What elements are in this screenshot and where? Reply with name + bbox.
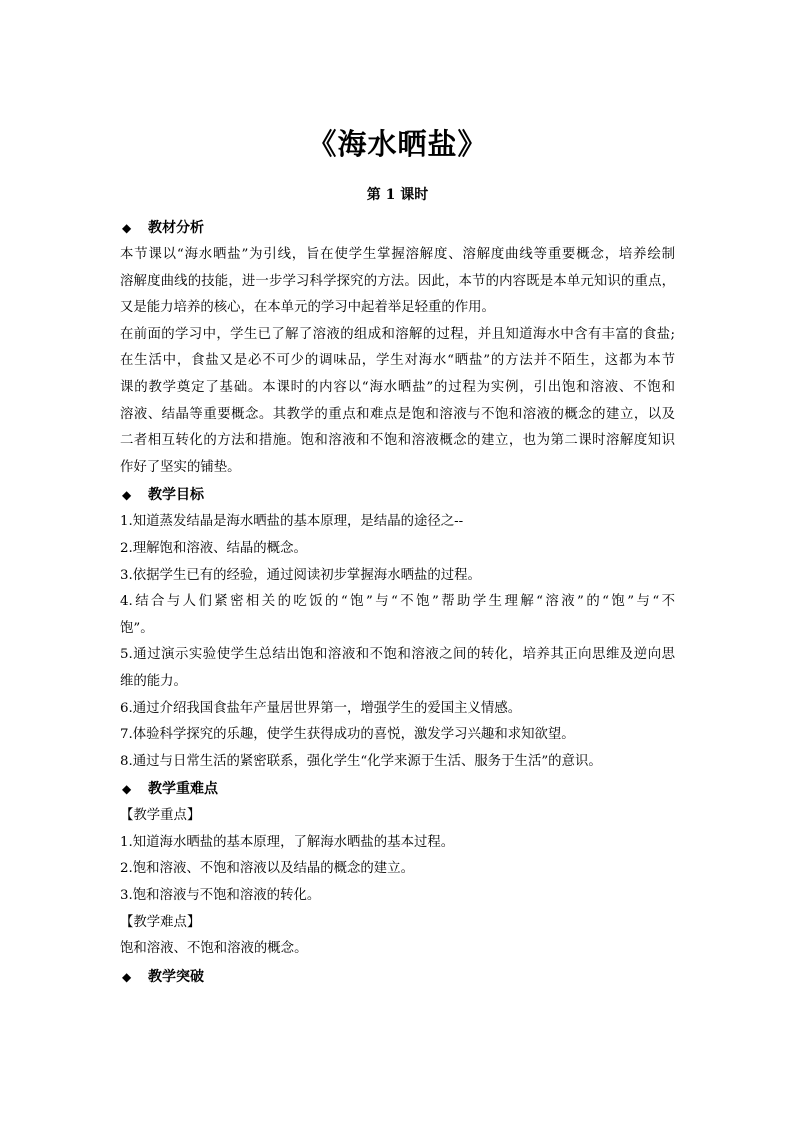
goal-item: 2.理解饱和溶液、结晶的概念。 <box>120 540 307 556</box>
paragraph-line: 作好了坚实的铺垫。 <box>120 459 241 475</box>
paragraph-line: 在前面的学习中，学生已了解了溶液的组成和溶解的过程，并且知道海水中含有丰富的食盐; <box>120 326 675 342</box>
section-heading-keypoints <box>120 775 675 803</box>
focus-item: 3.饱和溶液与不饱和溶液的转化。 <box>120 888 321 904</box>
document-page <box>120 0 675 1123</box>
paragraph-line: 溶解度曲线的技能，进一步学习科学探究的方法。因此，本节的内容既是本单元知识的重点， <box>120 273 675 289</box>
section-heading-label: 教学重难点 <box>148 781 218 798</box>
goal-item: 4.结合与人们紧密相关的吃饭的“饱”与“不饱”帮助学生理解“溶液”的“饱”与“不 <box>120 594 675 610</box>
focus-item: 1.知道海水晒盐的基本原理，了解海水晒盐的基本过程。 <box>120 834 455 850</box>
paragraph-line: 二者相互转化的方法和措施。饱和溶液和不饱和溶液概念的建立，也为第二课时溶解度知识 <box>120 433 675 449</box>
lesson-period: 第 1 课时 <box>366 187 429 203</box>
section-heading-analysis <box>120 214 675 242</box>
goal-item-continuation: 饱”。 <box>120 620 154 636</box>
section-heading-breakthrough <box>120 963 675 991</box>
section-heading-label: 教材分析 <box>148 220 204 236</box>
focus-item: 2.饱和溶液、不饱和溶液以及结晶的概念的建立。 <box>120 861 414 877</box>
goal-item: 6.通过介绍我国食盐年产量居世界第一，增强学生的爱国主义情感。 <box>120 700 522 716</box>
section-heading-goals <box>120 481 675 509</box>
goal-item: 8.通过与日常生活的紧密联系，强化学生“化学来源于生活、服务于生活”的意识。 <box>120 753 602 769</box>
paragraph-line: 课的教学奠定了基础。本课时的内容以“海水晒盐”的过程为实例，引出饱和溶液、不饱和 <box>120 379 675 395</box>
focus-label: 【教学重点】 <box>120 808 201 824</box>
paragraph-line: 在生活中，食盐又是必不可少的调味品，学生对海水“晒盐”的方法并不陌生，这都为本节 <box>120 353 675 369</box>
paragraph-line: 溶液、结晶等重要概念。其教学的重点和难点是饱和溶液与不饱和溶液的概念的建立，以及 <box>120 406 675 422</box>
paragraph-line: 本节课以“海水晒盐”为引线，旨在使学生掌握溶解度、溶解度曲线等重要概念，培养绘制 <box>120 247 675 262</box>
diamond-bullet-icon: ◆ <box>122 969 132 984</box>
diamond-bullet-icon: ◆ <box>122 782 132 797</box>
section-heading-label: 教学目标 <box>148 487 204 504</box>
paragraph-line: 又是能力培养的核心，在本单元的学习中起着举足轻重的作用。 <box>120 300 495 316</box>
difficulty-item: 饱和溶液、不饱和溶液的概念。 <box>120 941 308 957</box>
diamond-bullet-icon: ◆ <box>122 221 132 235</box>
document-title: 《海水晒盐》 <box>307 127 488 161</box>
difficulty-label: 【教学难点】 <box>120 914 201 930</box>
goal-item: 7.体验科学探究的乐趣，使学生获得成功的喜悦，激发学习兴趣和求知欲望。 <box>120 727 575 743</box>
goal-item: 1.知道蒸发结晶是海水晒盐的基本原理，是结晶的途径之-- <box>120 514 464 530</box>
document-body <box>120 214 675 991</box>
goal-item-continuation: 维的能力。 <box>120 673 187 689</box>
goal-item: 5.通过演示实验使学生总结出饱和溶液和不饱和溶液之间的转化，培养其正向思维及逆向思 <box>120 647 675 663</box>
goal-item: 3.依据学生已有的经验，通过阅读初步掌握海水晒盐的过程。 <box>120 567 481 583</box>
diamond-bullet-icon: ◆ <box>122 488 132 503</box>
section-heading-label: 教学突破 <box>148 968 204 985</box>
